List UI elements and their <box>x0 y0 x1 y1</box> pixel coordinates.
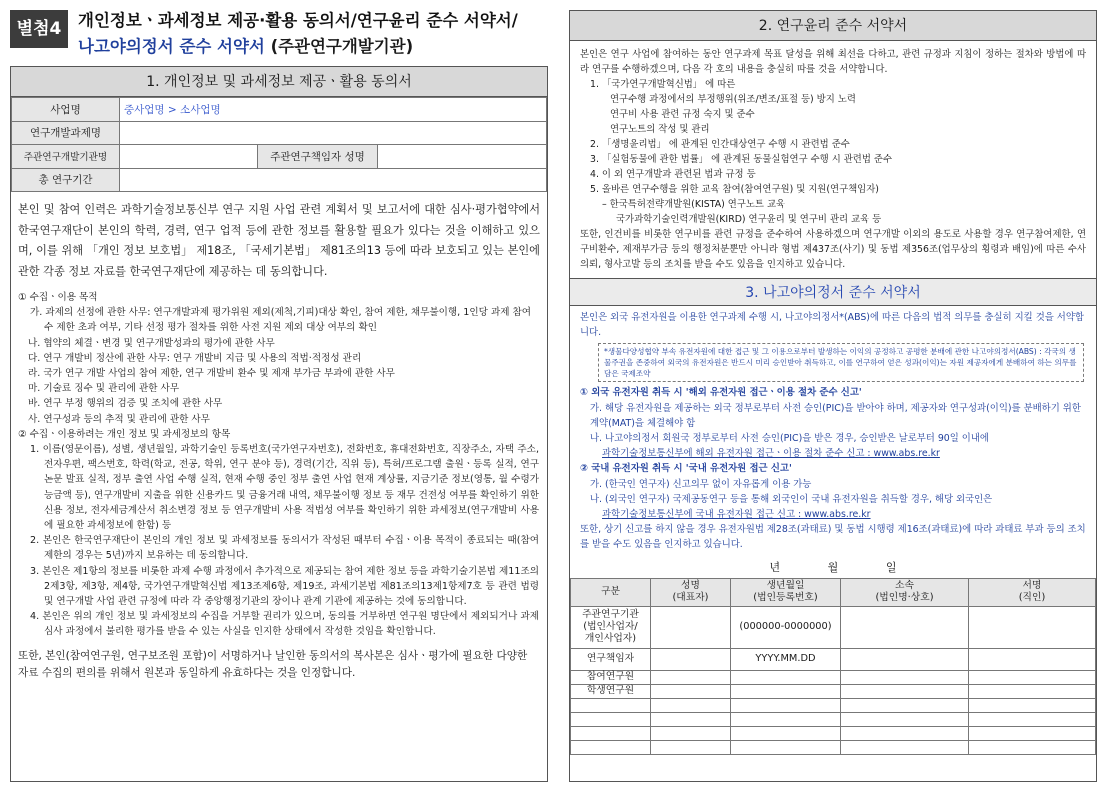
sig-name-field[interactable] <box>651 606 731 648</box>
sig-blank-cell[interactable] <box>841 740 969 754</box>
section1-title: 1. 개인정보 및 과세정보 제공ㆍ활용 동의서 <box>11 67 547 97</box>
list-item: 사. 연구성과 등의 추적 및 관리에 관한 사무 <box>28 413 210 425</box>
sig-birth-field[interactable]: (000000-0000000) <box>731 606 841 648</box>
sig-blank-cell[interactable] <box>731 740 841 754</box>
sig-header-affiliation: 소속 (법인명·상호) <box>841 578 969 606</box>
list-item: 2. 「생명윤리법」 에 관계된 인간대상연구 수행 시 관련법 준수 <box>590 139 850 150</box>
sig-header-birth: 생년월일 (법인등록번호) <box>731 578 841 606</box>
doc-title-line2 <box>78 33 413 57</box>
sig-blank-cell[interactable] <box>651 740 731 754</box>
table-row <box>571 670 1096 684</box>
section1-panel <box>10 66 548 782</box>
signature-table <box>570 578 1096 755</box>
list-item: 나. (외국인 연구자) 국제공동연구 등을 통해 외국인이 국내 유전자원을 취득할 경우, 해당 외국인은 <box>590 493 993 505</box>
list-item: 바. 연구 부정 행위의 검증 및 조치에 관한 사무 <box>28 398 223 410</box>
sig-sign-field[interactable] <box>969 670 1096 684</box>
sig-sign-field[interactable] <box>969 648 1096 670</box>
pi-value-field[interactable] <box>378 145 547 169</box>
sig-blank-cell[interactable] <box>969 740 1096 754</box>
project-label: 연구개발과제명 <box>12 121 120 145</box>
list-item: 3. 본인은 제1항의 정보를 비롯한 과제 수행 과정에서 추가적으로 제공되는 참여 제한 정보 등을 과학기술기본법 제11조의2제3항, 제3항, 제4항, 국가연구개발혁신법 제13조제6항, 제19조, 과세기본법 제81조의13제1항제7호 등 관련 법령 및 연구개발 사업 관련 규정에 따라 각 중앙행정기관의 장이나 관계 기관에 제공하는 것에 동의합니다. <box>30 565 539 608</box>
org-label: 주관연구개발기관명 <box>12 145 120 169</box>
sig-affiliation-field[interactable] <box>841 648 969 670</box>
list-item: 과학기술정보통신부에 국내 유전자원 접근 신고 : www.abs.re.kr <box>602 509 871 521</box>
section1-closing: 또한, 본인(참여연구원, 연구보조원 포함)이 서명하거나 날인한 동의서의 복사본은 심사ㆍ평가에 필요한 다양한 자료 수집의 편의를 위해서 원본과 동일하게 유효하다는 것을 인정합니다. <box>18 649 528 680</box>
items-heading: ② 수집ㆍ이용하려는 개인 정보 및 과세정보의 항목 <box>18 428 231 440</box>
nagoya-footnote: *생물다양성협약 부속 유전자원에 대한 접근 및 그 이용으로부터 발생하는 이익의 공정하고 공평한 분배에 관한 나고야의정서(ABS) : 각국의 생물주권을 존중하여 외국의 유전자원은 반드시 미리 승인받아 취득하고, 이를 연구하여 얻은 성과(이익)는 자원 제공자에게 분배하여 하는 의무를 담은 국제조약 <box>598 343 1084 382</box>
list-item: 연구수행 과정에서의 부정행위(위조/변조/표절 등) 방지 노력 <box>610 94 856 105</box>
date-year: 년 <box>769 560 781 574</box>
sig-affiliation-field[interactable] <box>841 670 969 684</box>
list-item: 1. 「국가연구개발혁신법」 에 따른 <box>590 79 736 90</box>
sections23-panel <box>569 10 1097 782</box>
sig-blank-cell[interactable] <box>841 726 969 740</box>
list-item: 1. 이름(영문이름), 성별, 생년월일, 과학기술인 등록번호(국가연구자번호), 전화번호, 휴대전화번호, 직장주소, 자택 주소, 전자우편, 팩스번호, 학력(학교, 전공, 학위, 연구 분야 등), 경력(기간, 직위 등), 특허/프로그램 출원ㆍ등록 실적, 연구 논문 발표 실적, 정부 출연 사업 수행 실적, 현재 수행 중인 정부 출연 사업 현재 계상률, 지금기준 정보(영통, 월 수령가능금액 등), 연구개발비 지출을 위한 신용카드 및 금융거래 내역, 채무불이행 정보 등 재무 건전성 여부를 확인하기 위한 신용 정보, 전자세금계산서 취소변경 정보 등 연구개발비 사용 적법성 여부를 확인하기 위한 과세정보(연구개발비 사용에 필요한 과세정보에 한함) 등 <box>30 444 539 532</box>
sig-blank-cell[interactable] <box>571 698 651 712</box>
date-day: 일 <box>885 560 897 574</box>
list-item: 나. 나고야의정서 회원국 정부로부터 사전 승인(PIC)을 받은 경우, 승인받은 날로부터 90일 이내에 <box>590 433 989 445</box>
sig-sign-field[interactable] <box>969 684 1096 698</box>
pi-label: 주관연구책임자 성명 <box>258 145 378 169</box>
sig-blank-cell[interactable] <box>969 726 1096 740</box>
sig-blank-cell[interactable] <box>841 712 969 726</box>
list-item: 가. (한국인 연구자) 신고의무 없이 자유롭게 이용 가능 <box>590 478 812 490</box>
project-value-field[interactable] <box>120 121 547 145</box>
doc-title-line1: 개인정보ㆍ과세정보 제공·활용 동의서/연구윤리 준수 서약서/ <box>78 11 518 30</box>
table-row <box>571 712 1096 726</box>
sig-sign-field[interactable] <box>969 606 1096 648</box>
sig-affiliation-field[interactable] <box>841 606 969 648</box>
period-value-field[interactable] <box>120 168 547 192</box>
list-item: 2. 본인은 한국연구재단이 본인의 개인 정보 및 과세정보를 동의서가 작성된 때부터 수집ㆍ이용 목적이 종료되는 때(참여 제한의 경우는 5년)까지 보유하는 데 동의합니다. <box>30 535 539 562</box>
sig-header-name: 성명 (대표자) <box>651 578 731 606</box>
list-item: 연구노트의 작성 및 관리 <box>610 124 710 135</box>
date-line[interactable] <box>570 559 1096 575</box>
list-item: – 한국특허전략개발원(KISTA) 연구노트 교육 <box>602 199 786 210</box>
section1-items <box>11 282 547 640</box>
section2-closing: 또한, 인건비를 비롯한 연구비를 관련 규정을 준수하여 사용하겠으며 연구개발 이외의 용도로 사용할 경우 연구참여제한, 연구비환수, 제재부가금 등의 행정처분뿐만 아니라 형법 제437조(사기) 및 동법 제356조(업무상의 횡령과 배임)에 따른 수사의뢰, 형사고발 등의 조치를 받을 수도 있음을 인지하고 있습니다. <box>580 229 1086 270</box>
sig-name-field[interactable] <box>651 648 731 670</box>
list-item: 나. 협약의 체결ㆍ변경 및 연구개발성과의 평가에 관한 사무 <box>28 337 275 349</box>
list-item: 국가과학기술인력개발원(KIRD) 연구윤리 및 연구비 관리 교육 등 <box>616 214 882 225</box>
purpose-heading: ① 수집ㆍ이용 목적 <box>18 292 98 303</box>
sig-blank-cell[interactable] <box>731 712 841 726</box>
document-header <box>10 6 550 60</box>
list-item: 라. 국가 연구 개발 사업의 참여 제한, 연구 개발비 환수 및 제재 부가금 부과에 관한 사무 <box>28 368 395 380</box>
sig-role-student: 학생연구원 <box>571 684 651 698</box>
project-info-table <box>11 97 547 192</box>
sig-affiliation-field[interactable] <box>841 684 969 698</box>
table-row <box>571 648 1096 670</box>
list-item: 다. 연구 개발비 정산에 관한 사무: 연구 개발비 지급 및 사용의 적법·적정성 관리 <box>28 352 362 364</box>
sig-blank-cell[interactable] <box>651 712 731 726</box>
list-item: 마. 기술료 징수 및 관리에 관한 사무 <box>28 383 180 395</box>
table-row <box>571 606 1096 648</box>
list-item: 과학기술정보통신부에 해외 유전자원 접근ㆍ이용 절차 준수 신고 : www.abs.re.kr <box>602 448 940 460</box>
section3-intro: 본인은 외국 유전자원을 이용한 연구과제 수행 시, 나고야의정서*(ABS)에 따른 다음의 법적 의무를 충실히 지킬 것을 서약합니다. <box>580 312 1084 339</box>
sig-blank-cell[interactable] <box>969 712 1096 726</box>
sig-name-field[interactable] <box>651 670 731 684</box>
sig-name-field[interactable] <box>651 684 731 698</box>
sig-birth-field[interactable]: YYYY.MM.DD <box>731 648 841 670</box>
sig-role-org: 주관연구기관 (법인사업자/ 개인사업자) <box>571 606 651 648</box>
sig-blank-cell[interactable] <box>731 726 841 740</box>
sig-blank-cell[interactable] <box>651 698 731 712</box>
date-month: 월 <box>827 560 839 574</box>
sig-blank-cell[interactable] <box>651 726 731 740</box>
sig-blank-cell[interactable] <box>841 698 969 712</box>
attachment-tag: 별첨4 <box>10 10 68 48</box>
section1-intro: 본인 및 참여 인력은 과학기술정보통신부 연구 지원 사업 관련 계획서 및 보고서에 대한 심사·평가협약에서 한국연구재단이 본인의 학력, 경력, 연구 업적 등에 관한 정보를 활용할 필요가 있다는 것을 이해하고 있으며, 이를 위해 「개인 정보 보호법」 제18조, 「국세기본법」 제81조의13 등에 따라 보호되고 있는 본인에 관한 각종 정보 자료를 한국연구재단에 제공하는 데 동의합니다. <box>18 203 540 278</box>
section2-body <box>570 41 1096 272</box>
sig-birth-field[interactable] <box>731 684 841 698</box>
sig-role-pi: 연구책임자 <box>571 648 651 670</box>
section2-intro: 본인은 연구 사업에 참여하는 동안 연구과제 목표 달성을 위해 최선을 다하고, 관련 규정과 지침이 정하는 절차와 방법에 따라 연구를 수행하겠으며, 다음 각 호의 내용을 충실히 따를 것을 서약합니다. <box>580 49 1086 75</box>
section3-body <box>570 306 1096 553</box>
sig-blank-cell[interactable] <box>571 740 651 754</box>
section3-title: 3. 나고야의정서 준수 서약서 <box>570 278 1096 306</box>
doc-title-nagoya: 나고야의정서 준수 서약서 <box>78 37 265 56</box>
table-row <box>571 698 1096 712</box>
business-value[interactable]: 중사업명 > 소사업명 <box>120 98 547 122</box>
table-row <box>571 726 1096 740</box>
doc-title-org: (주관연구개발기관) <box>264 37 414 56</box>
list-item: 3. 「실험동물에 관한 법률」 에 관계된 동물실험연구 수행 시 관련법 준수 <box>590 154 893 165</box>
list-item: 4. 본인은 위의 개인 정보 및 과세정보의 수집을 거부할 권리가 있으며, 동의를 거부하면 연구원 명단에서 제외되거나 과제 심사 과정에서 불리한 평가를 받을 수 있는 사실을 인지한 상태에서 작성한 것임을 확인합니다. <box>30 611 539 638</box>
section2-title: 2. 연구윤리 준수 서약서 <box>570 11 1096 41</box>
list-item: 5. 올바른 연구수행을 위한 교육 참여(참여연구원) 및 지원(연구책임자) <box>590 184 879 195</box>
sig-blank-cell[interactable] <box>571 712 651 726</box>
list-item: 가. 과제의 선정에 관한 사무: 연구개발과제 평가위원 제외(제척,기피)대상 확인, 참여 제한, 채무불이행, 1인당 과제 참여 수 제한 초과 여부, 기타 선정 평가 절차를 위한 사전 지원 제외 대상 여부의 확인 <box>30 307 532 334</box>
list-heading: ① 외국 유전자원 취득 시 '해외 유전자원 접근ㆍ이용 절차 준수 신고' <box>580 387 862 399</box>
list-item: 연구비 사용 관련 규정 숙지 및 준수 <box>610 109 755 120</box>
section3-closing: 또한, 상기 신고를 하지 않을 경우 유전자원법 제28조(과태료) 및 동법 시행령 제16조(과태료)에 따라 과태료 부과 등의 조치를 받을 수도 있음을 인지하고 있습니다. <box>580 524 1086 551</box>
sig-header-sign: 서명 (직인) <box>969 578 1096 606</box>
list-item: 4. 이 외 연구개발과 관련된 법과 규정 등 <box>590 169 756 180</box>
table-row <box>571 684 1096 698</box>
sig-blank-cell[interactable] <box>969 698 1096 712</box>
sig-blank-cell[interactable] <box>571 726 651 740</box>
sig-blank-cell[interactable] <box>731 698 841 712</box>
list-heading: ② 국내 유전자원 취득 시 '국내 유전자원 접근 신고' <box>580 463 792 475</box>
list-item: 가. 해당 유전자원을 제공하는 외국 정부로부터 사전 승인(PIC)을 받아야 하며, 제공자와 연구성과(이익)를 분배하기 위한 계약(MAT)을 체결해야 함 <box>590 402 1081 429</box>
period-label: 총 연구기간 <box>12 168 120 192</box>
sig-birth-field[interactable] <box>731 670 841 684</box>
business-label: 사업명 <box>12 98 120 122</box>
sig-role-researcher: 참여연구원 <box>571 670 651 684</box>
table-row <box>571 740 1096 754</box>
org-value-field[interactable] <box>120 145 258 169</box>
sig-header-role: 구분 <box>571 578 651 606</box>
